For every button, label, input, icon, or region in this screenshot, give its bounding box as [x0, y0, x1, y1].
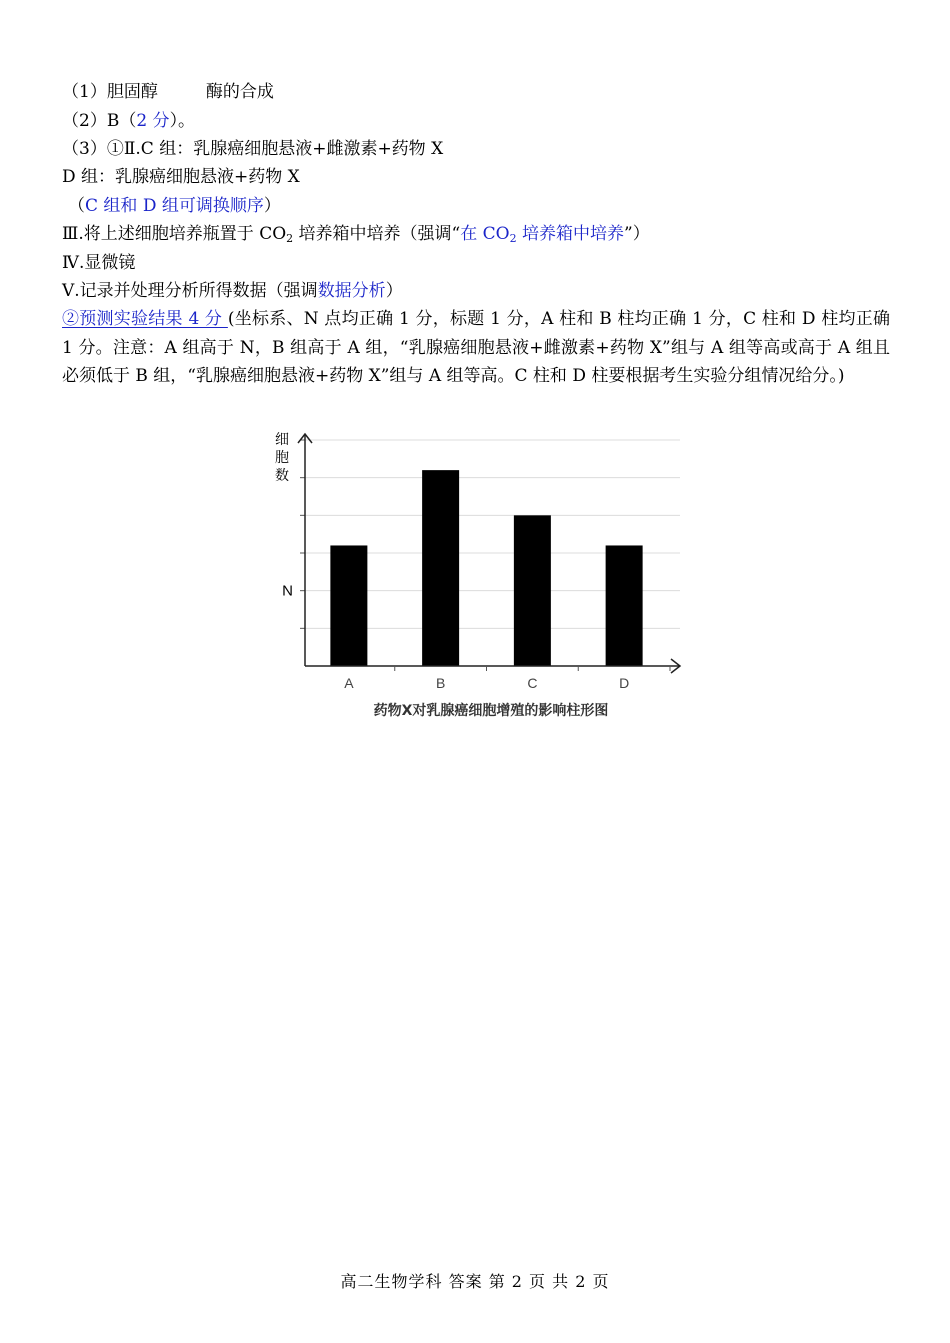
y-tick-label-n: N — [282, 582, 293, 600]
answer-q3-note — [68, 196, 281, 216]
q1-number: （1） — [62, 82, 107, 102]
page-footer: 高二生物学科 答案 第 2 页 共 2 页 — [340, 1272, 610, 1291]
step3-subscript: 2 — [286, 232, 294, 245]
step5-end: ） — [385, 281, 403, 301]
answer-q2 — [62, 111, 195, 131]
y-axis-label-1: 细 — [275, 432, 289, 448]
y-axis-label-3: 数 — [275, 468, 289, 484]
step3-emphasis — [460, 224, 624, 244]
chart-bars — [330, 470, 642, 666]
step5-emphasis: 数据分析 — [317, 281, 386, 301]
note-paren-close: ） — [263, 196, 281, 216]
answer-q3-step4 — [62, 253, 135, 273]
bar-b — [422, 470, 459, 666]
prediction-text: (坐标系、N 点均正确 1 分，标题 1 分，A 柱和 B 柱均正确 1 分，C 柱和 D 柱均正确 1 分。注意：A 组高于 N，B 组高于 A 组，“乳腺癌细胞悬液+雌激素+药物 X”组与 A 组等高或高于 A 组且必须低于 B 组，“乳腺癌细胞悬液+药物 X”组与 A 组等高。C 柱和 D 柱要根据考生实验分组情况给分。) — [62, 309, 890, 386]
note-paren-open: （ — [68, 196, 85, 216]
bar-c — [514, 515, 551, 666]
q1-answer-b: 酶的合成 — [205, 82, 274, 102]
answer-q3-step3 — [62, 224, 650, 244]
step5-text: Ⅴ.记录并处理分析所得数据（强调 — [62, 281, 318, 301]
step3-end: ”） — [624, 224, 650, 244]
step3-emphasis-a: 在 CO — [460, 224, 510, 244]
step3-mid: 培养箱中培养（强调“ — [293, 224, 461, 244]
chart-title: 药物X对乳腺癌细胞增殖的影响柱形图 — [373, 703, 609, 719]
q2-number: （2） — [62, 111, 107, 131]
x-tick-label-a: A — [344, 675, 354, 691]
q1-answer-a: 胆固醇 — [106, 82, 158, 102]
prediction-label: ②预测实验结果 4 分 — [62, 309, 228, 329]
q3-group-c: ①Ⅱ.C 组：乳腺癌细胞悬液+雌激素+药物 X — [106, 139, 444, 159]
answer-q3-group-d — [62, 167, 300, 187]
x-tick-label-b: B — [435, 675, 446, 691]
step4-text: Ⅳ.显微镜 — [62, 253, 136, 273]
answer-q1 — [62, 82, 274, 102]
q2-paren-open: （ — [119, 111, 137, 131]
bar-d — [606, 545, 643, 666]
bar-a — [330, 545, 367, 666]
answer-q3-prediction — [62, 305, 890, 391]
answer-q3-step5 — [62, 281, 403, 301]
x-tick-label-c: C — [527, 675, 538, 691]
x-tick-labels — [344, 675, 629, 691]
answer-q3-line1 — [62, 139, 443, 159]
step3-text: Ⅲ.将上述细胞培养瓶置于 CO — [62, 224, 287, 244]
y-axis-label-2: 胞 — [275, 450, 289, 466]
step3-emphasis-sub: 2 — [509, 232, 517, 245]
x-tick-label-d: D — [619, 675, 630, 691]
q2-paren-close: ）。 — [169, 111, 196, 131]
q2-score: 2 分 — [136, 111, 170, 131]
step3-emphasis-b: 培养箱中培养 — [516, 224, 625, 244]
q3-group-d-text: D 组：乳腺癌细胞悬液+药物 X — [62, 167, 300, 187]
bar-chart — [262, 424, 692, 724]
note-text: C 组和 D 组可调换顺序 — [85, 196, 264, 216]
q2-answer: B — [106, 111, 120, 131]
q3-number: （3） — [62, 139, 107, 159]
